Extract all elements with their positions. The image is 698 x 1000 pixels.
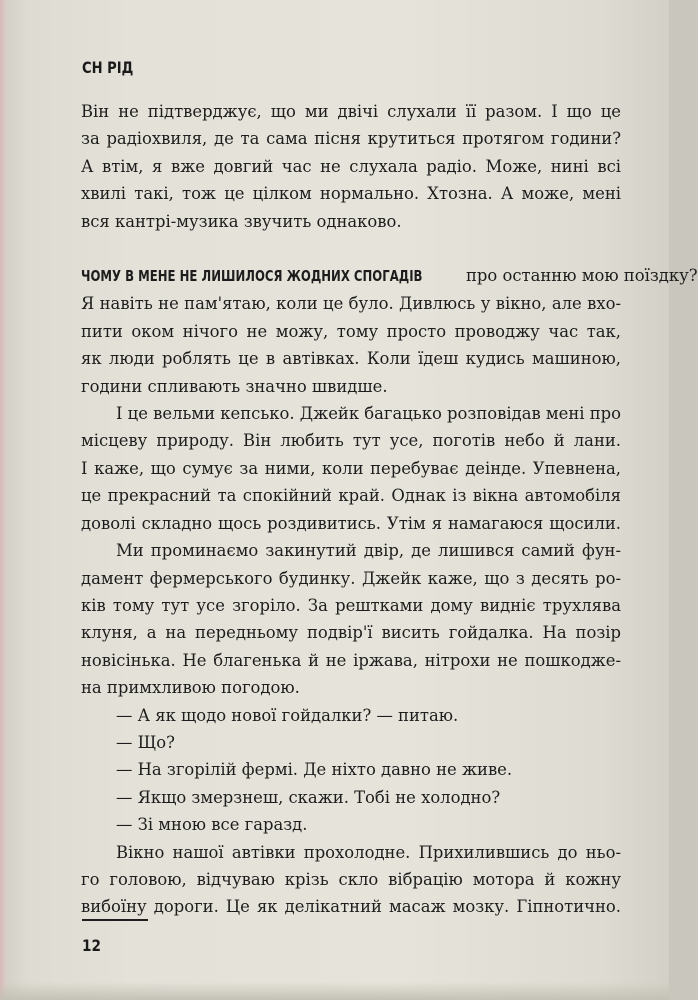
text-line: І це вельми кепсько. Джейк багацько розповідав мені про (116, 404, 622, 424)
lead-in-caps: ЧОМУ В МЕНЕ НЕ ЛИШИЛОСЯ ЖОДНИХ СПОГАДІВ (81, 267, 423, 286)
text-line: пити оком нічого не можу, тому просто проводжу час так, (81, 321, 621, 341)
text-line: дамент фермерського будинку. Джейк каже, що з десять ро- (81, 568, 621, 588)
text-line: Ми проминаємо закинутий двір, де лишився самий фун- (116, 541, 621, 561)
text-line-lead (81, 262, 698, 290)
text-line: Вікно нашої автівки прохолодне. Прихилившись до ньо- (116, 842, 621, 862)
dialogue-line: — Що? (116, 732, 175, 752)
dialogue-line: — Якщо змерзнеш, скажи. Тобі не холодно? (116, 787, 501, 807)
text-line: клуня, а на передньому подвір'ї висить гойдалка. На позір (81, 623, 621, 643)
text-line: як люди роблять це в автівках. Коли їдеш кудись машиною, (81, 349, 621, 369)
text-line: на примхливою погодою. (81, 678, 300, 698)
page-edge-shadow (0, 0, 10, 1000)
running-head: СН РІД (82, 58, 134, 77)
text-line: години спливають значно швидше. (81, 376, 388, 396)
dialogue-line: — Зі мною все гаразд. (116, 815, 308, 835)
text-line: за радіохвиля, де та сама пісня крутиться протягом години? (81, 129, 621, 149)
text-line: вибоїну дороги. Це як делікатний масаж мозку. Гіпнотично. (81, 897, 621, 917)
text-line: це прекрасний та спокійний край. Однак із вікна автомобіля (81, 486, 621, 506)
body-text (81, 98, 698, 921)
text-line: І каже, що сумує за ними, коли перебуває деінде. Упевнена, (81, 458, 621, 478)
text-line: місцеву природу. Він любить тут усе, поготів небо й лани. (81, 431, 621, 451)
dialogue-line: — А як щодо нової гойдалки? — питаю. (116, 705, 459, 725)
lead-line-rest: про останню мою поїздку? (460, 266, 698, 286)
text-line: А втім, я вже довгий час не слухала радіо. Може, нині всі (81, 156, 621, 176)
text-line: новісінька. Не благенька й не іржава, нітрохи не пошкодже- (81, 650, 621, 670)
text-line: доволі складно щось роздивитись. Утім я намагаюся щосили. (81, 513, 621, 533)
page-number: 12 (82, 936, 101, 955)
text-line: ків тому тут усе згоріло. За рештками дому видніє трухлява (81, 595, 621, 615)
text-line: хвилі такі, тож це цілком нормально. Хтозна. А може, мені (81, 184, 621, 204)
text-line: Я навіть не пам'ятаю, коли це було. Дивлюсь у вікно, але вхо- (81, 294, 621, 314)
text-line: го головою, відчуваю крізь скло вібрацію мотора й кожну (81, 869, 621, 889)
page-bottom-shadow (0, 982, 669, 1000)
text-line: вся кантрі-музика звучить однаково. (81, 211, 402, 231)
text-line: Він не підтверджує, що ми двічі слухали її разом. І що це (81, 102, 621, 121)
dialogue-line: — На згорілій фермі. Де ніхто давно не живе. (116, 760, 513, 780)
footer-rule (82, 919, 148, 921)
